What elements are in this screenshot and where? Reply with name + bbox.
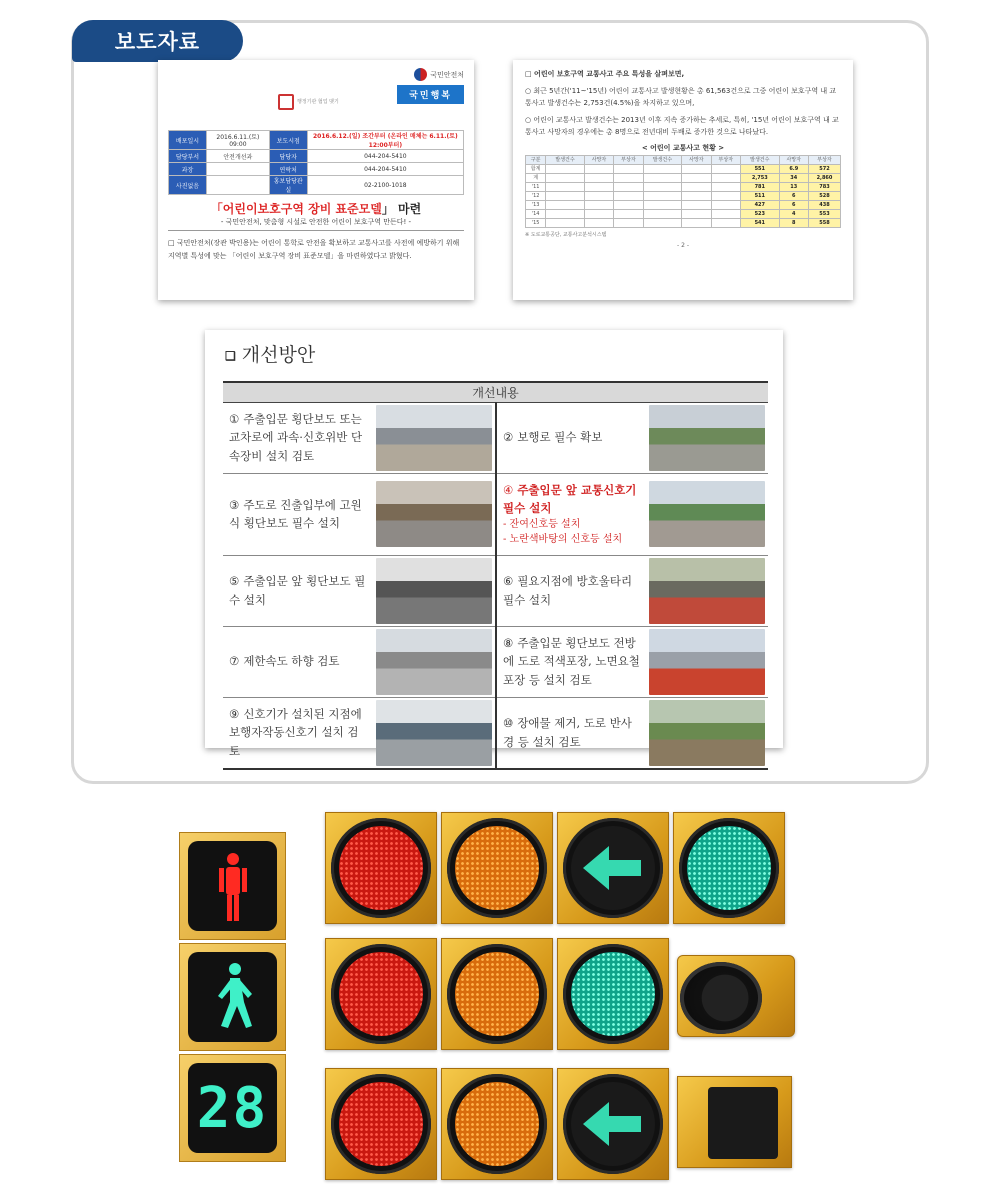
amber-signal-light — [447, 1074, 547, 1174]
release-body: □ 국민안전처(장관 박인용)는 어린이 통학로 안전을 확보하고 교통사고를 사전에 예방하기 위해 지역별 특성에 맞는 「어린이 보호구역 장비 표준모델」을 마련하였다고 밝혔다. — [168, 239, 460, 261]
improvement-item-8: ⑧ 주출입문 횡단보도 전방에 도로 적색포장, 노면요철 포장 등 설치 검토 — [496, 626, 646, 697]
ministry-banner: 국민행복 — [397, 85, 464, 104]
signal-housing — [441, 1068, 553, 1180]
signal-housing — [441, 812, 553, 924]
improvement-item-6: ⑥ 필요지점에 방호울타리 필수 설치 — [496, 555, 646, 626]
signal-visor-view — [677, 955, 795, 1037]
stats-paragraph-2: ○ 어린이 교통사고 발생건수는 2013년 이후 지속 증가하는 추세로, 특히, '15년 어린이 보호구역 내 교통사고 사망자의 경우에는 총 8명으로 전년대비 두배로 증가한 것으로 나타났다. — [525, 115, 839, 137]
improvement-row — [223, 402, 768, 473]
improvement-photo-7 — [376, 629, 492, 695]
stats-row: '15 541 8 558 — [526, 218, 841, 227]
improvement-item-3: ③ 주도로 진출입부에 고원식 횡단보도 필수 설치 — [223, 473, 373, 555]
page-number: - 2 - — [677, 241, 689, 249]
red-signal-light — [331, 818, 431, 918]
walking-person-icon — [188, 952, 277, 1042]
stats-row: 계 2,753 34 2,860 — [526, 173, 841, 182]
signal-housing — [673, 812, 785, 924]
improvement-photo-4 — [649, 481, 765, 547]
green-pedestrian-signal — [179, 943, 286, 1051]
improvement-row — [223, 555, 768, 626]
left-arrow-icon — [571, 826, 655, 910]
improvement-row — [223, 697, 768, 769]
improvement-photo-6 — [649, 558, 765, 624]
stats-heading: □ 어린이 보호구역 교통사고 주요 특성을 살펴보면, — [525, 70, 685, 78]
improvement-photo-1 — [376, 405, 492, 471]
improvement-title: ❑ 개선방안 — [225, 344, 316, 366]
accident-stats-table — [525, 155, 841, 228]
red-signal-light — [331, 1074, 431, 1174]
visor-icon — [680, 962, 762, 1034]
red-signal-light — [331, 944, 431, 1044]
ministry-emblem-icon — [414, 68, 427, 81]
improvement-table-header: 개선내용 — [223, 382, 768, 402]
countdown-signal — [179, 1054, 286, 1162]
improvement-photo-9 — [376, 700, 492, 766]
stats-row: 구분 발생건수 사망자 부상자 발생건수 사망자 부상자 발생건수 사망자 부상자 — [526, 155, 841, 164]
improvement-item-1: ① 주출입문 횡단보도 또는 교차로에 과속·신호위반 단속장비 설치 검토 — [223, 402, 373, 473]
improvement-photo-2 — [649, 405, 765, 471]
info-row: 배포일시 2016.6.11.(토) 09:00 보도시점 2016.6.12.(일) 조간부터 (온라인 매체는 6.11.(토) 12:00부터) — [169, 131, 464, 150]
left-arrow-icon — [571, 1082, 655, 1166]
improvement-item-7: ⑦ 제한속도 하향 검토 — [223, 626, 373, 697]
improvement-row — [223, 626, 768, 697]
countdown-digits: 28 — [196, 1076, 269, 1141]
info-row: 과장 연락처 044-204-5410 — [169, 163, 464, 176]
standing-person-icon — [188, 841, 277, 931]
pedestrian-silhouette-icon — [708, 1087, 778, 1159]
improvement-subitem: - 노란색바탕의 신호등 설치 — [503, 534, 623, 546]
improvement-row — [223, 473, 768, 555]
stats-table-caption: < 어린이 교통사고 현황 > — [641, 143, 725, 152]
stats-note: ※ 도로교통공단, 교통사고분석시스템 — [525, 231, 607, 238]
press-release-tag: 보도자료 — [72, 20, 243, 62]
signal-housing — [325, 812, 437, 924]
amber-signal-light — [447, 944, 547, 1044]
release-subtitle: - 국민안전처, 맞춤형 시설로 안전한 어린이 보호구역 만든다! - — [168, 217, 464, 231]
signal-housing — [557, 938, 669, 1050]
left-arrow-signal — [563, 1074, 663, 1174]
collaboration-logo: 행정기관 협업 맺기 — [278, 90, 348, 114]
stats-row: '12 511 6 528 — [526, 191, 841, 200]
signal-housing — [557, 1068, 669, 1180]
stats-row: '14 523 4 553 — [526, 209, 841, 218]
improvement-document — [205, 330, 783, 758]
ped-signal-side-view — [677, 1076, 792, 1168]
improvement-item-4: ④ 주출입문 앞 교통신호기 필수 설치 - 잔여신호등 설치 - 노란색바탕의 신호등 설치 — [496, 473, 646, 555]
info-row: 사진없음 홍보담당관실 02-2100-1018 — [169, 176, 464, 195]
amber-signal-light — [447, 818, 547, 918]
signal-housing — [325, 1068, 437, 1180]
logo-mark-icon — [278, 94, 294, 110]
improvement-item-10: ⑩ 장애물 제거, 도로 반사경 등 설치 검토 — [496, 697, 646, 769]
green-signal-light — [679, 818, 779, 918]
signal-housing — [441, 938, 553, 1050]
stats-row: '13 427 6 438 — [526, 200, 841, 209]
improvement-photo-3 — [376, 481, 492, 547]
red-pedestrian-signal — [179, 832, 286, 940]
stats-paragraph-1: ○ 최근 5년간('11~'15년) 어린이 교통사고 발생현황은 총 61,563건으로 그중 어린이 보호구역 내 교통사고 발생건수는 2,753건(4.5%)을 차지하고 있으며, — [525, 86, 837, 108]
release-info-table — [168, 130, 464, 195]
improvement-item-2: ② 보행로 필수 확보 — [496, 402, 646, 473]
statistics-document — [513, 60, 853, 300]
improvement-item-9: ⑨ 신호기가 설치된 지점에 보행자작동신호기 설치 검토 — [223, 697, 373, 769]
ministry-name: 국민안전처 — [397, 68, 464, 81]
stats-row: '11 781 13 783 — [526, 182, 841, 191]
improvement-photo-8 — [649, 629, 765, 695]
press-release-document — [158, 60, 474, 300]
improvement-subitem: - 잔여신호등 설치 — [503, 519, 581, 531]
improvement-photo-10 — [649, 700, 765, 766]
stats-row: 합계 551 6.9 572 — [526, 164, 841, 173]
release-title: 「어린이보호구역 장비 표준모델」 마련 — [210, 202, 422, 216]
left-arrow-signal — [563, 818, 663, 918]
signal-housing — [557, 812, 669, 924]
info-row: 담당부서 안전개선과 담당자 044-204-5410 — [169, 150, 464, 163]
signal-housing — [325, 938, 437, 1050]
improvement-table — [223, 381, 768, 770]
improvement-photo-5 — [376, 558, 492, 624]
improvement-item-5: ⑤ 주출입문 앞 횡단보도 필수 설치 — [223, 555, 373, 626]
green-signal-light — [563, 944, 663, 1044]
